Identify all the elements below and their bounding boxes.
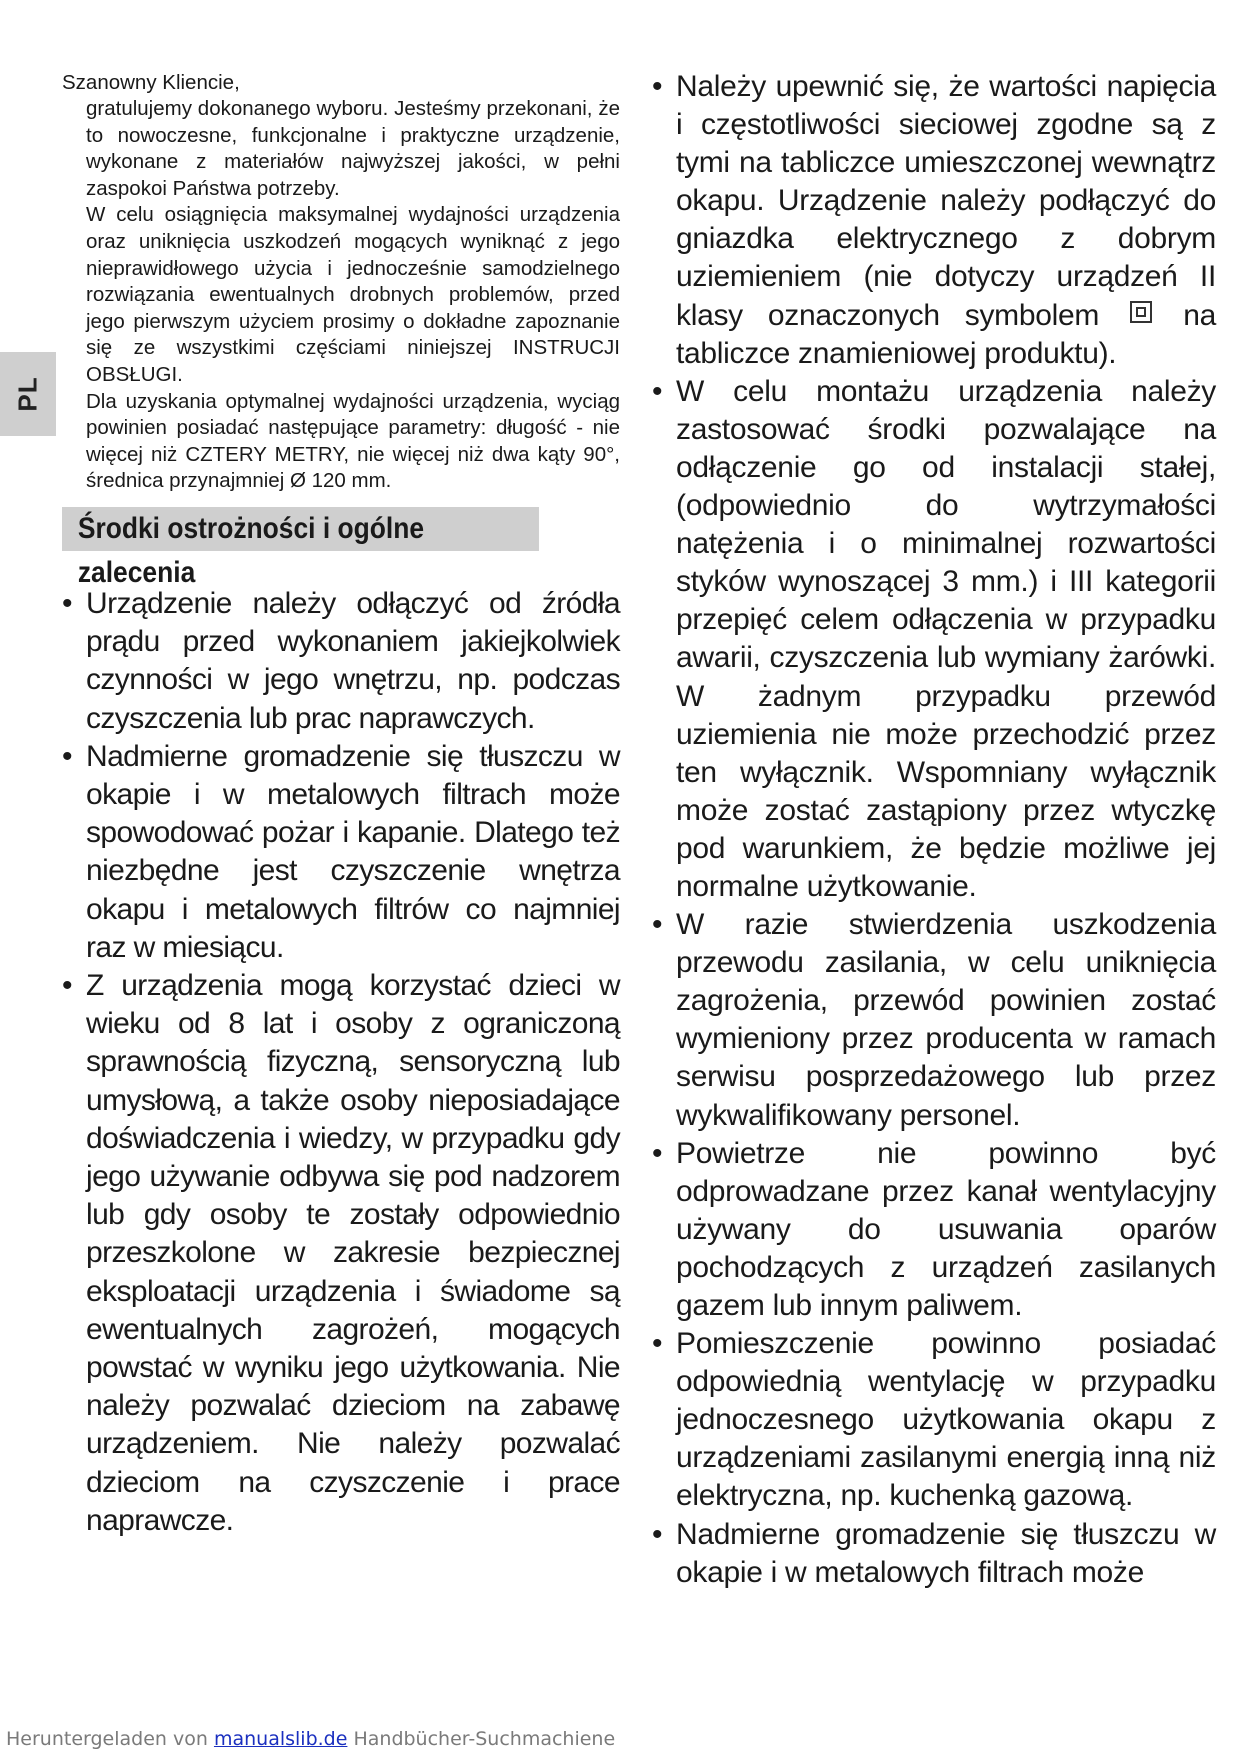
- right-bullet-list: [652, 68, 1216, 1592]
- manualslib-link[interactable]: manualslib.de: [213, 1728, 348, 1750]
- footer-suffix: Handbücher-Suchmachiene: [353, 1728, 616, 1750]
- list-item-text: Urządzenie należy odłączyć od źródła prądu przed wykonaniem jakiejkolwiek czynności w jego wnętrzu, np. podczas czyszczenia lub prac naprawczych.: [86, 586, 620, 735]
- list-item-text: Powietrze nie powinno być odprowadzane przez kanał wentylacyjny używany do usuwania oparów pochodzących z urządzeń zasilanych gazem lub innym paliwem.: [676, 1136, 1216, 1322]
- list-item-text: Nadmierne gromadzenie się tłuszczu w okapie i w metalowych filtrach może: [676, 1517, 1216, 1589]
- list-item-text: Pomieszczenie powinno posiadać odpowiednią wentylację w przypadku jednoczesnego użytkowania okapu z urządzeniami zasilanymi energią inną niż elektryczna, np. kuchenką gazową.: [676, 1327, 1216, 1513]
- list-item-text: Z urządzenia mogą korzystać dzieci w wieku od 8 lat i osoby z ograniczoną sprawnością fizyczną, sensoryczną lub umysłową, a także osoby nieposiadające doświadczenia i wiedzy, w przypadku gdy jego używanie odbywa się pod nadzorem lub gdy osoby te zostały odpowiednio przeszkolone w zakresie bezpiecznej eksploatacji urządzenia i świadome są ewentualnych zagrożeń, mogących powstać w wyniku jego użytkowania. Nie należy pozwalać dzieciom na zabawę urządzeniem. Nie należy pozwalać dzieciom na czyszczenie i prace naprawcze.: [86, 968, 620, 1537]
- list-item-text: na tabliczce znamieniowej produktu).: [676, 298, 1216, 370]
- bullet-icon: •: [652, 70, 663, 103]
- list-item-text: W celu montażu urządzenia należy zastosować środki pozwalające na odłączenie go od instalacji stałej, (odpowiednio do wytrzymałości natężenia i o minimalnej rozwartości styków wynoszącej 3 mm.) i III kategorii przepięć celem odłączenia w przypadku awarii, czyszczenia lub wymiany żarówki. W żadnym przypadku przewód uziemienia nie może przechodzić przez ten wyłącznik. Wspomniany wyłącznik może zostać zastąpiony przez wtyczkę pod warunkiem, że będzie możliwe jej normalne użytkowanie.: [676, 374, 1216, 903]
- list-item: [62, 738, 620, 967]
- bullet-icon: •: [652, 908, 663, 942]
- list-item: [652, 373, 1216, 906]
- intro-text: [62, 96, 620, 495]
- language-code: PL: [12, 376, 43, 412]
- footer-prefix: Heruntergeladen von: [6, 1728, 208, 1750]
- list-item-text: Nadmierne gromadzenie się tłuszczu w okapie i w metalowych filtrach może spowodować pożar i kapanie. Dlatego też niezbędne jest czyszczenie wnętrza okapu i metalowych filtrów co najmniej raz w miesiącu.: [86, 739, 620, 964]
- intro-paragraph: gratulujemy dokonanego wyboru. Jesteśmy przekonani, że to nowoczesne, funkcjonalne i praktyczne urządzenie, wykonane z materiałów najwyższej jakości, w pełni zaspokoi Państwa potrzeby.: [86, 97, 620, 200]
- section-heading: Środki ostrożności i ogólne zalecenia: [62, 507, 539, 551]
- list-item: [652, 906, 1216, 1135]
- list-item: [652, 1516, 1216, 1592]
- bullet-icon: •: [62, 739, 72, 773]
- bullet-icon: •: [62, 586, 72, 620]
- footer: [6, 1728, 615, 1750]
- right-column: [652, 68, 1216, 1592]
- list-item: [62, 585, 620, 738]
- language-tab: [0, 352, 56, 436]
- left-column: [62, 70, 620, 1540]
- list-item: [652, 68, 1216, 373]
- list-item: [62, 967, 620, 1540]
- list-item: [652, 1325, 1216, 1515]
- bullet-icon: •: [62, 968, 72, 1002]
- bullet-icon: •: [652, 374, 663, 408]
- list-item: [652, 1135, 1216, 1325]
- bullet-icon: •: [652, 1327, 663, 1361]
- greeting: Szanowny Kliencie,: [62, 71, 240, 94]
- left-bullet-list: [62, 585, 620, 1540]
- bullet-icon: •: [652, 1136, 663, 1170]
- list-item-text: W razie stwierdzenia uszkodzenia przewodu zasilania, w celu uniknięcia zagrożenia, przewód powinien zostać wymieniony przez producenta w ramach serwisu posprzedażowego lub przez wykwalifikowany personel.: [676, 908, 1216, 1132]
- intro-paragraph: W celu osiągnięcia maksymalnej wydajności urządzenia oraz uniknięcia uszkodzeń mogących wyniknąć z jego nieprawidłowego użycia i jednocześnie samodzielnego rozwiązania ewentualnych drobnych problemów, przed jego pierwszym użyciem prosimy o dokładne zapoznanie się ze wszystkimi częściami niniejszej INSTRUCJI OBSŁUGI.: [86, 203, 620, 386]
- list-item-text: Należy upewnić się, że wartości napięcia i częstotliwości sieciowej zgodne są z tymi na tabliczce umieszczonej wewnątrz okapu. Urządzenie należy podłączyć do gniazdka elektrycznego z dobrym uziemieniem (nie dotyczy urządzeń II klasy oznaczonych symbolem: [676, 70, 1216, 332]
- bullet-icon: •: [652, 1517, 663, 1551]
- intro-paragraph: Dla uzyskania optymalnej wydajności urządzenia, wyciąg powinien posiadać następujące parametry: długość - nie więcej niż CZTERY METRY, nie więcej niż dwa kąty 90°, średnica przynajmniej Ø 120 mm.: [86, 389, 620, 493]
- double-insulation-icon: [1130, 301, 1152, 323]
